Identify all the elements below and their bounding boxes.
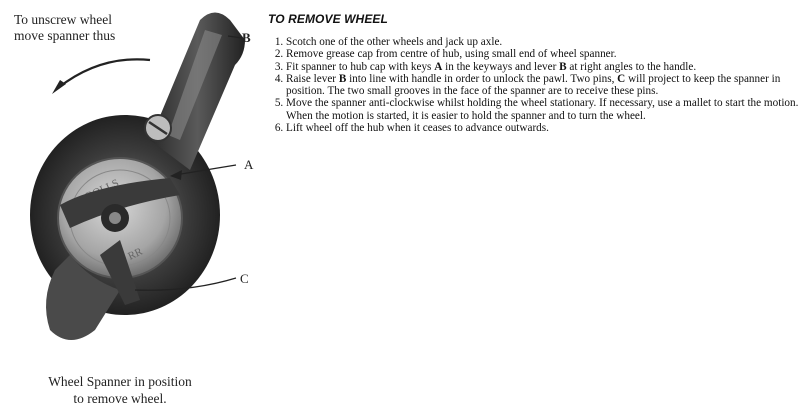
step-text: in the keyways and lever [442, 60, 560, 73]
step-text: at right angles to the handle. [566, 60, 697, 73]
step-text: Move the spanner anti-clockwise whilst holding the wheel stationary. If necessary, use a mallet to start the motion. When the motion is started, it is easier to hold the spanner and to turn the wheel. [286, 97, 799, 122]
rotation-arrow [58, 59, 150, 88]
step-text: into line with handle in order to unlock the pawl. Two pins, [346, 72, 618, 85]
figure-caption-bottom [30, 373, 210, 407]
callout-label-a: A [244, 157, 254, 172]
callout-label-c: C [240, 271, 249, 286]
step-text: Raise lever [286, 72, 339, 85]
wheel-spanner-figure [0, 0, 265, 417]
caption-top-line-2: move spanner thus [14, 28, 116, 43]
callout-label-b: B [242, 30, 251, 45]
svg-text:RR: RR [126, 245, 145, 263]
instructions-title: TO REMOVE WHEEL [268, 12, 388, 26]
instruction-step-6 [286, 122, 806, 134]
instruction-step-2 [286, 48, 806, 60]
instruction-step-1 [286, 36, 806, 48]
instruction-step-5 [286, 97, 806, 122]
step-reference-letter: B [559, 60, 567, 73]
caption-bottom-line-1: Wheel Spanner in position [48, 374, 192, 389]
instruction-step-4 [286, 73, 806, 98]
instructions-steps [268, 36, 806, 134]
figure-caption-top [14, 12, 144, 44]
wheel-spanner-illustration [0, 0, 265, 417]
step-text: Scotch one of the other wheels and jack up axle. [286, 36, 503, 48]
step-reference-letter: A [434, 60, 443, 73]
caption-bottom-line-2: to remove wheel. [73, 391, 167, 406]
step-text: Remove grease cap from centre of hub, using small end of wheel spanner. [286, 48, 617, 61]
step-text: Lift wheel off the hub when it ceases to advance outwards. [286, 122, 549, 135]
caption-top-line-1: To unscrew wheel [14, 12, 113, 27]
arrow-head [52, 80, 66, 94]
step-reference-letter: C [617, 72, 626, 85]
instructions-panel [268, 12, 806, 134]
instruction-step-3 [286, 61, 806, 73]
step-text: Fit spanner to hub cap with keys [286, 60, 435, 73]
step-text: will project to keep the spanner in position. The two small grooves in the face of the spanner are to receive these pins. [286, 72, 781, 98]
step-reference-letter: B [338, 72, 347, 85]
